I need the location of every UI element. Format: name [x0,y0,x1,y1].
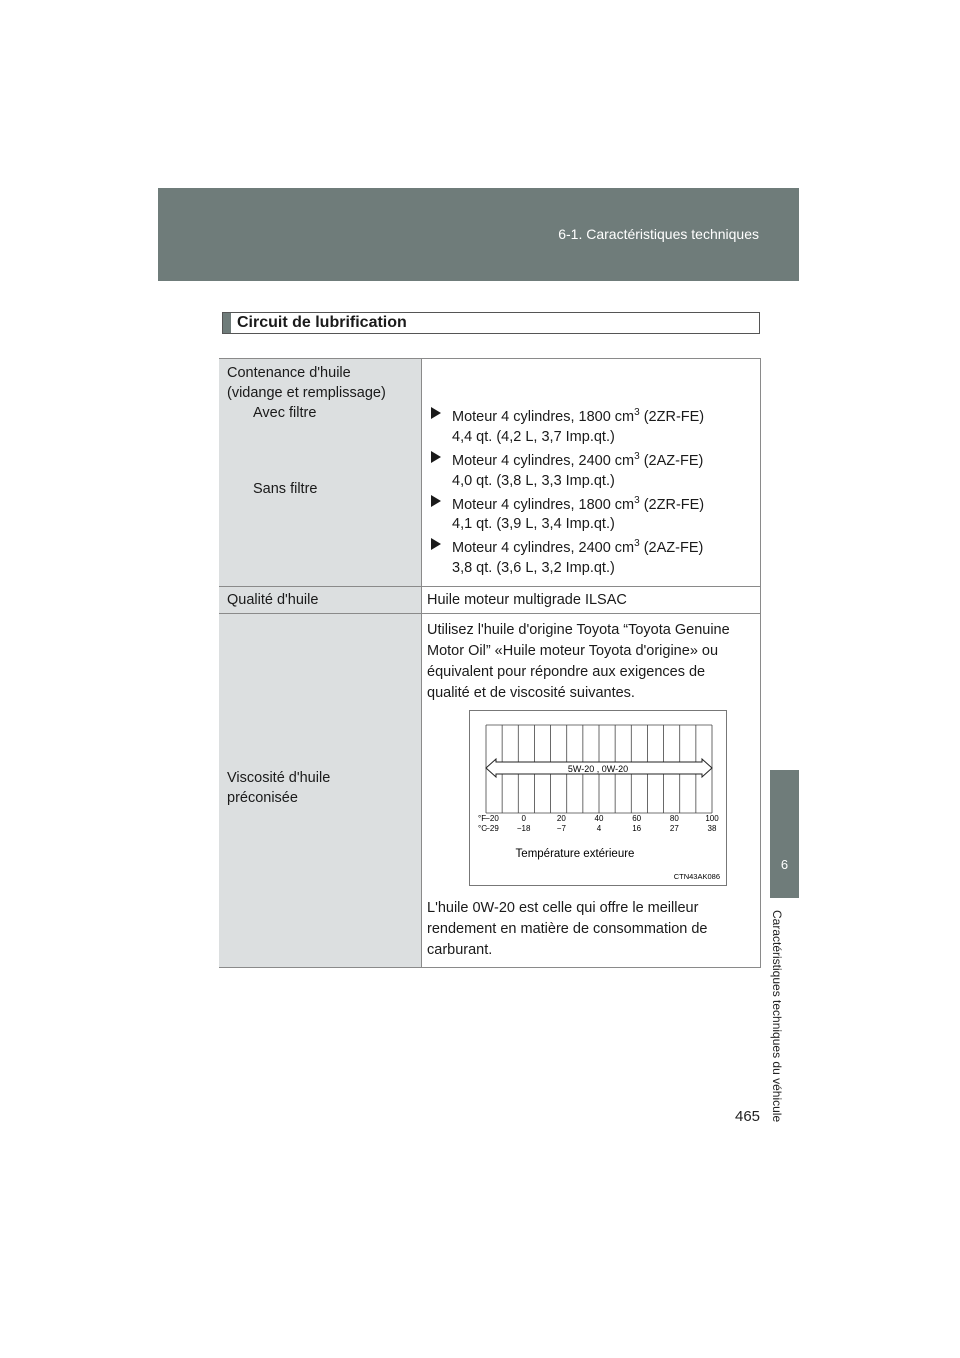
lubrication-table [219,358,761,968]
viscosity-label-line2: préconisée [227,789,298,806]
section-accent [223,313,231,333]
with-filter-label: Avec filtre [253,405,317,421]
viscosity-chart-svg [470,711,726,885]
tick-label-f: −20 [485,814,499,824]
engine-quantity: 3,8 qt. (3,6 L, 3,2 Imp.qt.) [452,560,615,577]
engine-entry: Moteur 4 cylindres, 2400 $cm^3$ (2AZ-FE) [422,534,752,558]
tick-label-f: 0 [521,814,526,824]
band-label: 5W-20 , 0W-20 [567,764,629,775]
table-row-viscosity [219,614,761,968]
quality-value: Huile moteur multigrade ILSAC [427,592,627,609]
page-number: 465 [735,1108,761,1125]
tick-label-c: −18 [516,824,531,834]
engine-quantity: 4,0 qt. (3,8 L, 3,3 Imp.qt.) [452,472,615,489]
tick-label-f: 80 [669,814,679,824]
value-cell [422,359,761,587]
tick-label-c: 16 [632,824,642,834]
value-cell [422,587,761,614]
capacity-label-line2: (vidange et remplissage) [227,385,386,401]
label-cell [219,614,422,968]
engine-entry: Moteur 4 cylindres, 1800 $cm^3$ (2ZR-FE) [422,491,752,515]
engine-entry: Moteur 4 cylindres, 1800 $cm^3$ (2ZR-FE) [422,403,752,427]
viscosity-footer: L'huile 0W-20 est celle qui offre le meilleur rendement en matière de consommation de carburant. [427,900,708,959]
value-cell [422,614,761,968]
tick-label-c: 27 [669,824,679,834]
side-tab [770,770,799,1123]
without-filter-label: Sans filtre [253,481,318,497]
engine-entry: Moteur 4 cylindres, 2400 $cm^3$ (2AZ-FE) [422,447,752,471]
viscosity-label-line1: Viscosité d'huile [227,769,331,786]
quality-label: Qualité d'huile [227,592,319,609]
side-tab-label-block [770,910,796,1123]
tick-label-f: 100 [705,814,719,824]
tick-label-f: 60 [632,814,642,824]
header-band [158,188,799,281]
c-unit-label: °C [478,824,487,834]
tick-label-f: 40 [594,814,604,824]
tick-label-c: 38 [707,824,717,834]
viscosity-chart [469,710,727,886]
section-header [222,312,760,334]
side-tab-number-block [770,770,799,898]
side-tab-label: Caractéristiques techniques du véhicule [770,910,784,1123]
label-cell [219,359,422,587]
chapter-title: 6-1. Caractéristiques techniques [558,226,759,242]
figure-code: CTN43AK086 [673,872,720,882]
tick-label-c: 4 [596,824,602,834]
side-tab-number: 6 [780,857,789,872]
engine-quantity: 4,1 qt. (3,9 L, 3,4 Imp.qt.) [452,516,615,533]
table-row-quality [219,587,761,614]
label-cell [219,587,422,614]
capacity-label-line1: Contenance d'huile [227,365,351,381]
table-row-capacity [219,359,761,587]
viscosity-intro: Utilisez l'huile d'origine Toyota “Toyota Genuine Motor Oil” «Huile moteur Toyota d'origine» ou équivalent pour répondre aux exigences de qualité et de viscosité suivantes. [427,622,730,702]
tick-label-c: −29 [485,824,499,834]
tick-label-f: 20 [556,814,566,824]
f-unit-label: °F [478,814,487,824]
tick-label-c: −7 [556,824,566,834]
x-axis-label: Température extérieure [515,848,635,861]
engine-quantity: 4,4 qt. (4,2 L, 3,7 Imp.qt.) [452,428,615,445]
section-title: Circuit de lubrification [237,314,407,331]
